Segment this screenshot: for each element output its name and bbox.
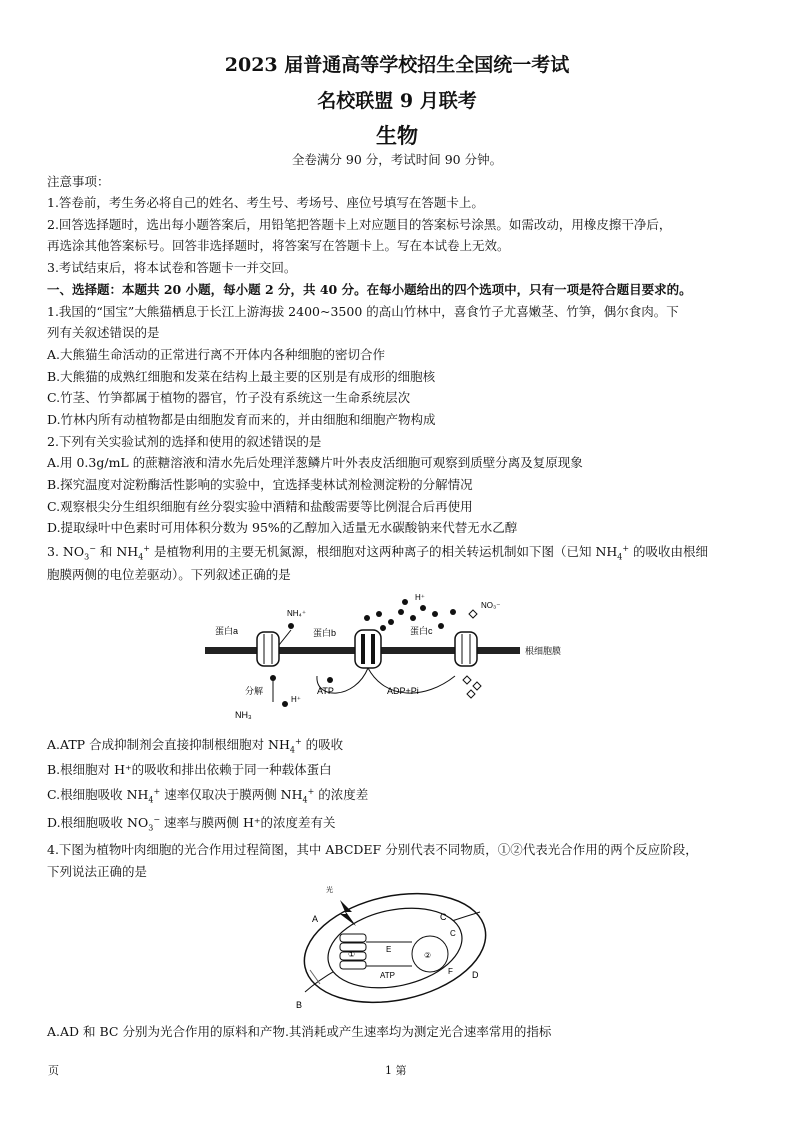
b-label: B <box>296 1000 303 1010</box>
nh4-label: NH₄⁺ <box>287 609 307 618</box>
exam-info: 全卷满分 90 分，考试时间 90 分钟。 <box>291 152 503 167</box>
q3-stem-rest: 是植物利用的主要无机氮源，根细胞对这两种离子的相关转运机制如下图（已知 <box>149 544 596 559</box>
q3-stem-2: 胞膜两侧的电位差驱动）。下列叙述正确的是 <box>47 567 291 582</box>
no3-formula: $NO_3^-$ <box>62 543 96 562</box>
c-label: C <box>440 912 447 922</box>
e-label: E <box>386 945 392 954</box>
q1-stem-1: 1.我国的“国宝”大熊猫栖息于长江上游海拔 2400~3500 的高山竹林中，喜食竹子尤喜嫩茎、竹笋，偶尔食肉。下 <box>47 304 679 319</box>
note-2a: 2.回答选择题时，选出每小题答案后，用铅笔把答题卡上对应题目的答案标号涂黑。如需改动，用橡皮擦干净后， <box>47 217 672 232</box>
q2-option-a: A.用 0.3g/mL 的蔗糖溶液和清水先后处理洋葱鳞片叶外表皮活细胞可观察到质壁分离及复原现象 <box>47 455 583 470</box>
nh3-label: NH₃ <box>235 710 252 720</box>
q2-stem: 2.下列有关实验试剂的选择和使用的叙述错误的是 <box>47 434 322 449</box>
decompose-label: 分解 <box>245 686 264 696</box>
q2-option-c: C.观察根尖分生组织细胞有丝分裂实验中酒精和盐酸需要等比例混合后再使用 <box>47 499 473 514</box>
a-label: A <box>312 914 319 924</box>
q1-option-a: A.大熊猫生命活动的正常进行离不开体内各种细胞的密切合作 <box>47 347 386 362</box>
nh4-formula: $NH_4^+$ <box>280 786 315 805</box>
photosynthesis-figure <box>290 882 500 1014</box>
atp-label-q4: ATP <box>380 971 395 980</box>
exam-subtitle: 名校联盟 9 月联考 <box>317 90 477 112</box>
note-1: 1.答卷前，考生务必将自己的姓名、考生号、考场号、座位号填写在答题卡上。 <box>47 195 484 210</box>
nh4-formula: $NH_4^+$ <box>268 736 302 755</box>
no3-formula: $NO_3^-$ <box>127 814 161 833</box>
q1-stem-2: 列有关叙述错误的是 <box>47 325 160 340</box>
protein-c-icon <box>455 632 477 666</box>
no3-label: NO₃⁻ <box>481 601 501 610</box>
q3-transport-figure <box>205 590 605 730</box>
q3-option-c: C.根细胞吸收 $NH_4^+$ 速率仅取决于膜两侧 $NH_4^+$ 的浓度差 <box>47 786 369 805</box>
stage-2-label: ② <box>424 951 432 960</box>
q2-option-d: D.提取绿叶中色素时可用体积分数为 95%的乙醇加入适量无水碳酸钠来代替无水乙醇 <box>47 520 518 535</box>
q1-option-c: C.竹茎、竹笋都属于植物的器官，竹子没有系统这一生命系统层次 <box>47 390 411 405</box>
c1-label: C <box>450 929 456 938</box>
membrane-label: 根细胞膜 <box>525 646 562 656</box>
h-top-label: H⁺ <box>415 593 425 602</box>
stage-1-label: ① <box>348 950 356 959</box>
atp-label: ATP <box>317 686 334 696</box>
q4-option-a: A.AD 和 BC 分别为光合作用的原料和产物.其消耗或产生速率均为测定光合速率常用的指标 <box>47 1024 552 1039</box>
light-label: 光 <box>326 887 333 894</box>
q3-option-d: D.根细胞吸收 $NO_3^-$ 速率与膜两侧 H⁺的浓度差有关 <box>47 814 336 833</box>
q3-number: 3. <box>47 544 63 559</box>
q1-option-d: D.竹林内所有动植物都是由细胞发育而来的，并由细胞和细胞产物构成 <box>47 412 436 427</box>
q3-stem-tail: 的吸收由根细 <box>629 544 709 559</box>
exam-title: 2023 届普通高等学校招生全国统一考试 <box>224 54 570 76</box>
h-bottom-label: H⁺ <box>291 695 301 704</box>
page-number: 1 第 <box>385 1064 407 1077</box>
subject-title: 生物 <box>376 123 418 148</box>
notes-heading: 注意事项： <box>47 174 110 189</box>
nh4-formula: $NH_4^+$ <box>595 543 630 562</box>
section-heading: 一、选择题：本题共 20 小题，每小题 2 分，共 40 分。在每小题给出的四个选项中，只有一项是符合题目要求的。 <box>47 282 692 297</box>
f-label: F <box>448 967 453 976</box>
q4-stem-2: 下列说法正确的是 <box>47 864 148 879</box>
q1-option-b: B.大熊猫的成熟红细胞和发菜在结构上最主要的区别是有成形的细胞核 <box>47 369 436 384</box>
q3-option-b: B.根细胞对 H⁺的吸收和排出依赖于同一种载体蛋白 <box>47 762 332 777</box>
nh4-formula: $NH_4^+$ <box>116 543 150 562</box>
protein-b-label: 蛋白b <box>313 628 337 638</box>
note-2b: 再选涂其他答案标号。回答非选择题时，将答案写在答题卡上。写在本试卷上无效。 <box>47 238 510 253</box>
adp-label: ADP+Pi <box>387 686 419 696</box>
d-label: D <box>472 970 479 980</box>
protein-c-label: 蛋白c <box>410 626 433 636</box>
footer-left: 页 <box>48 1064 59 1077</box>
protein-b-icon <box>355 630 381 668</box>
protein-a-icon <box>257 632 279 666</box>
protein-a-label: 蛋白a <box>215 626 239 636</box>
nh4-formula: $NH_4^+$ <box>126 786 161 805</box>
q3-and: 和 <box>95 544 117 559</box>
q2-option-b: B.探究温度对淀粉酶活性影响的实验中，宜选择斐林试剂检测淀粉的分解情况 <box>47 477 473 492</box>
note-3: 3.考试结束后，将本试卷和答题卡一并交回。 <box>47 260 297 275</box>
q3-option-a: A.ATP 合成抑制剂会直接抑制根细胞对 $NH_4^+$ 的吸收 <box>47 736 344 755</box>
q3-stem-1 <box>47 542 708 562</box>
q4-stem-1: 4.下图为植物叶肉细胞的光合作用过程简图，其中 ABCDEF 分别代表不同物质，①②代表光合作用的两个反应阶段， <box>47 842 698 857</box>
